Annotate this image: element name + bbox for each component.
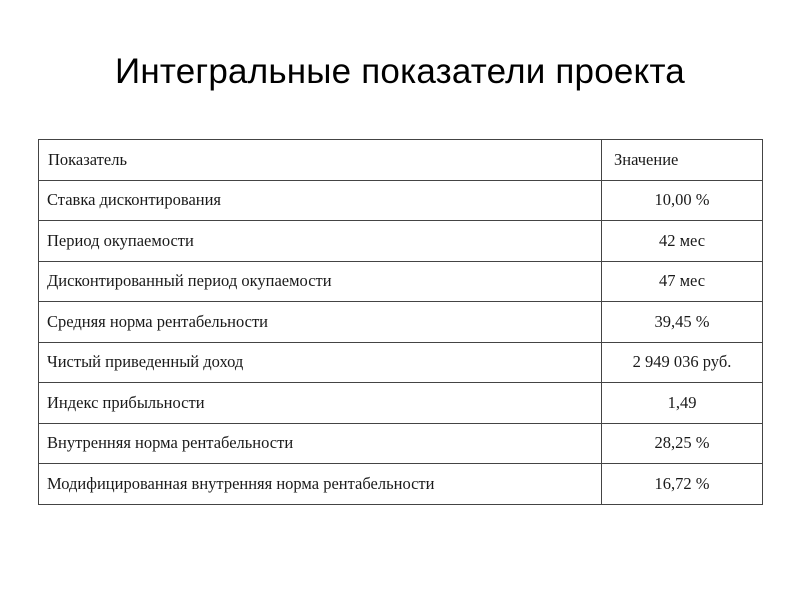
header-value: Значение (602, 140, 763, 181)
table-row (39, 383, 763, 424)
row-value: 2 949 036 руб. (602, 342, 763, 383)
row-indicator: Средняя норма рентабельности (39, 302, 602, 343)
table-header-row (39, 140, 763, 181)
table-row (39, 180, 763, 221)
row-indicator: Модифицированная внутренняя норма рентабельности (39, 464, 602, 505)
row-value: 1,49 (602, 383, 763, 424)
row-indicator: Ставка дисконтирования (39, 180, 602, 221)
table-row (39, 221, 763, 262)
table-row (39, 261, 763, 302)
slide-title: Интегральные показатели проекта (115, 52, 685, 91)
row-value: 39,45 % (602, 302, 763, 343)
row-indicator: Чистый приведенный доход (39, 342, 602, 383)
row-value: 42 мес (602, 221, 763, 262)
row-value: 10,00 % (602, 180, 763, 221)
header-indicator: Показатель (39, 140, 602, 181)
indicators-table (38, 139, 763, 505)
row-indicator: Внутренняя норма рентабельности (39, 423, 602, 464)
row-indicator: Период окупаемости (39, 221, 602, 262)
table-row (39, 423, 763, 464)
row-indicator: Индекс прибыльности (39, 383, 602, 424)
row-indicator: Дисконтированный период окупаемости (39, 261, 602, 302)
table-row (39, 342, 763, 383)
table-row (39, 302, 763, 343)
row-value: 28,25 % (602, 423, 763, 464)
indicators-table-container (38, 139, 762, 505)
row-value: 47 мес (602, 261, 763, 302)
table-row (39, 464, 763, 505)
row-value: 16,72 % (602, 464, 763, 505)
